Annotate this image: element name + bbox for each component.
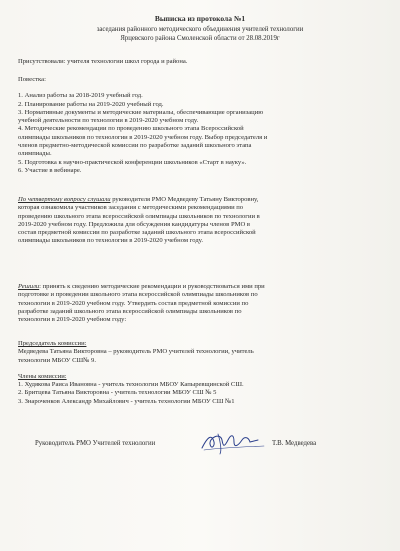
fourth-question-line: проведению школьного этапа всероссийской олимпиады школьников по технологии в <box>18 212 260 220</box>
fourth-question-line: олимпиады школьников по технологии в 2019-2020 учебном году. <box>18 237 203 245</box>
spacer <box>18 365 386 373</box>
signature-position: Руководитель РМО Учителей технологии <box>35 440 156 447</box>
agenda-item: членов предметно-методической комиссии по разработке заданий школьного этапа <box>18 142 252 150</box>
handwritten-signature <box>198 428 268 456</box>
chair-heading: Председатель комиссии: <box>18 340 87 347</box>
spacer <box>18 84 386 92</box>
fourth-question-line: которая ознакомила участников заседания с методическими рекомендациями по <box>18 204 244 212</box>
decision-line: разработке заданий школьного этапа всероссийской олимпиады школьников по <box>18 307 242 315</box>
fourth-question-lead: По четвертому вопросу слушали <box>18 196 111 203</box>
commission-section <box>18 340 386 406</box>
agenda-item: 5. Подготовка к научно-практической конференции школьников «Старт в науку». <box>18 158 247 166</box>
members-heading: Члены комиссии: <box>18 372 67 380</box>
decision-line: технологии в 2019-2020 учебном году. Утвердить состав предметной комиссии по <box>18 299 249 307</box>
decision-lead: Решили <box>18 283 40 290</box>
chair-line: Медведева Татьяна Викторовна – руководитель РМО учителей технологии, учитель <box>18 348 254 356</box>
fourth-question-line: состав предметной комиссии по разработке заданий школьного этапа всероссийской <box>18 229 256 237</box>
fourth-question-section <box>18 196 386 246</box>
decision-line: технологии в 2019-2020 учебном году: <box>18 316 127 324</box>
member-item: 1. Худякова Раиса Ивановна - учитель технологии МБОУ Капыревщинской СШ. <box>18 381 244 389</box>
subtitle-line-2: Ярцевского района Смоленской области от 28.08.2019г <box>120 35 280 42</box>
agenda-item: 1. Анализ работы за 2018-2019 учебный год. <box>18 92 143 100</box>
signature-name: Т.В. Медведева <box>272 440 317 447</box>
decision-section <box>18 283 386 324</box>
decision-line: подготовке и проведении школьного этапа всероссийской олимпиады школьников по <box>18 291 258 299</box>
attendance-line: Присутствовали: учителя технологии школ города и района. <box>18 58 188 65</box>
fourth-question-line: руководителя РМО Медведеву Татьяну Викторовну, <box>110 196 259 203</box>
agenda-section <box>18 76 386 175</box>
agenda-item: олимпиады школьников по технологии в 2019-2020 учебном году. Выбор председателя и <box>18 133 268 141</box>
subtitle-line-1: заседания районного методического объединения учителей технологии <box>96 26 304 33</box>
agenda-item: 6. Участие в вебинаре. <box>18 166 82 174</box>
member-item: 3. Знароченков Александр Михайлович - учитель технологии МБОУ СШ №1 <box>18 397 235 405</box>
agenda-item: 4. Методические рекомендации по проведению школьного этапа Всероссийской <box>18 125 244 133</box>
fourth-question-line: 2019-2020 учебном году. Предложила для обсуждения кандидатуры членов РМО в <box>18 220 250 228</box>
agenda-item: учебной деятельности по технологии в 2019-2020 учебном году. <box>18 117 199 125</box>
document-title: Выписка из протокола №1 <box>154 14 246 23</box>
decision-line: : принять к сведению методические рекомендации и руководствоваться ими при <box>39 283 265 290</box>
member-item: 2. Бритцева Татьяна Викторовна - учитель технологии МБОУ СШ № 5 <box>18 389 217 397</box>
agenda-item: олимпиады. <box>18 150 52 158</box>
agenda-item: 2. Планирование работы на 2019-2020 учебный год. <box>18 100 164 108</box>
agenda-item: 3. Нормативные документы и методические материалы, обеспечивающие организацию <box>18 108 264 116</box>
agenda-heading: Повестка: <box>18 76 46 83</box>
chair-line: технологии МБОУ СШ№ 9. <box>18 356 97 364</box>
